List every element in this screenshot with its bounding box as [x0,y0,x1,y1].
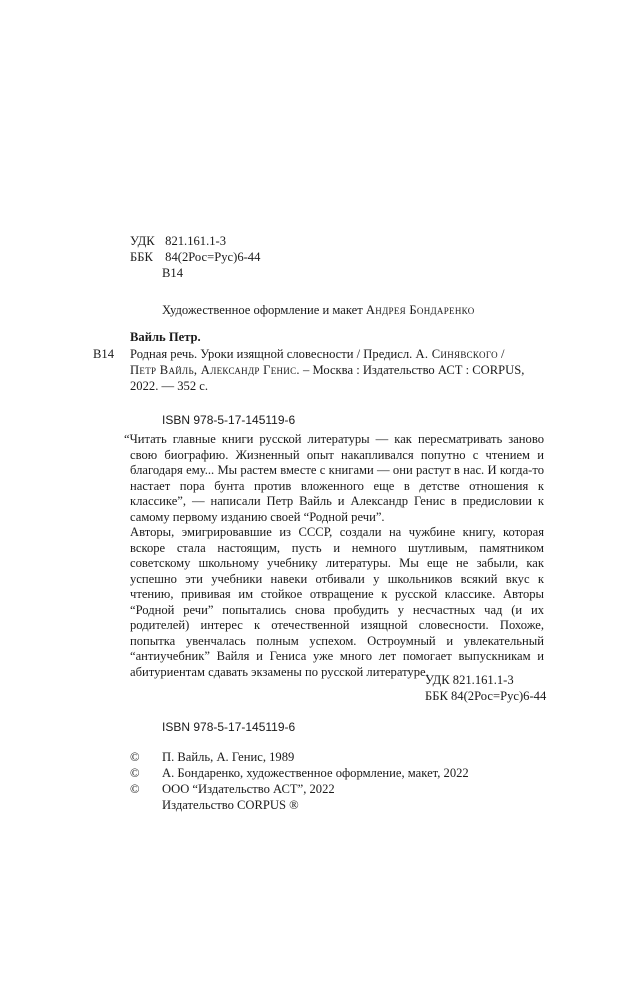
copyright-text: П. Вайль, А. Генис, 1989 [162,750,295,764]
bbk-value: 84(2Рос=Рус)6-44 [165,250,261,264]
title-text: Родная речь. Уроки изящной словесности / Предисл. [130,347,416,361]
copyright-line-2 [130,765,469,781]
udk-line [130,233,226,249]
copyright-icon: © [130,750,140,764]
publisher-imprint: Издательство CORPUS ® [162,798,299,812]
copyright-line-3 [130,781,335,797]
isbn-top: ISBN 978-5-17-145119-6 [162,413,296,427]
design-credit-name: Андрея Бондаренко [365,303,475,317]
design-credit [162,302,475,318]
bibliographic-line-2 [130,362,524,378]
annotation-paragraph-2: Авторы, эмигрировавшие из СССР, создали на чужбине книгу, которая вскоре стала настоящим, пусть и немного шутливым, памятником советскому школьному учебнику литературы. Мы еще не забыли, как успешно эти учебники навеки отбивали у школьников всякий вкус к чтению, прививая им стойкое отвращение к русской классике. Авторы “Родной речи” попытались снова пробудить у несчастных чад (и их родителей) интерес к отечественной изящной словесности. Похоже, попытка увенчалась полным успехом. Остроумный и увлекательный “антиучебник” Вайля и Гениса уже много лет помогает выпускникам и абитуриентам сдавать экзамены по русской литературе. [130,525,544,679]
isbn-bottom: ISBN 978-5-17-145119-6 [162,720,296,734]
annotation [124,432,544,680]
udk-label: УДК [130,234,155,248]
author-mark: В14 [162,266,183,280]
udk-bottom: УДК 821.161.1-3 [425,673,514,687]
copyright-line-4 [130,797,299,813]
authors: Петр Вайль, Александр Генис. [130,363,300,377]
copyright-icon: © [130,766,140,780]
copyright-icon: © [130,782,140,796]
bibliographic-mark: В14 [93,347,114,361]
bbk-label: ББК [130,250,153,264]
preface-author: А. Синявского [415,347,498,361]
separator: / [497,347,505,361]
copyright-text: ООО “Издательство АСТ”, 2022 [162,782,335,796]
bbk-line [130,249,260,265]
bibliographic-line-1 [130,346,505,362]
udk-value: 821.161.1-3 [165,234,227,248]
bibliographic-line-3: 2022. — 352 с. [130,379,209,393]
annotation-paragraph-1: “Читать главные книги русской литературы — как пересматривать заново свою биографию. Жизненный опыт накапливался попутно с чтением и благодаря ему... Мы растем вместе с книгами — они растут в нас. И когда-то настает пора бунта против вложенного еще в детстве отношения к классике”, — написали Петр Вайль и Александр Генис в предисловии к самому первому изданию своей “Родной речи”. [124,432,544,524]
design-credit-text: Художественное оформление и макет [162,303,366,317]
author-heading: Вайль Петр. [130,330,201,344]
publisher: – Москва : Издательство АСТ : CORPUS, [299,363,525,377]
copyright-text: А. Бондаренко, художественное оформление, макет, 2022 [162,766,469,780]
bbk-bottom: ББК 84(2Рос=Рус)6-44 [425,689,547,703]
copyright-line-1 [130,749,294,765]
